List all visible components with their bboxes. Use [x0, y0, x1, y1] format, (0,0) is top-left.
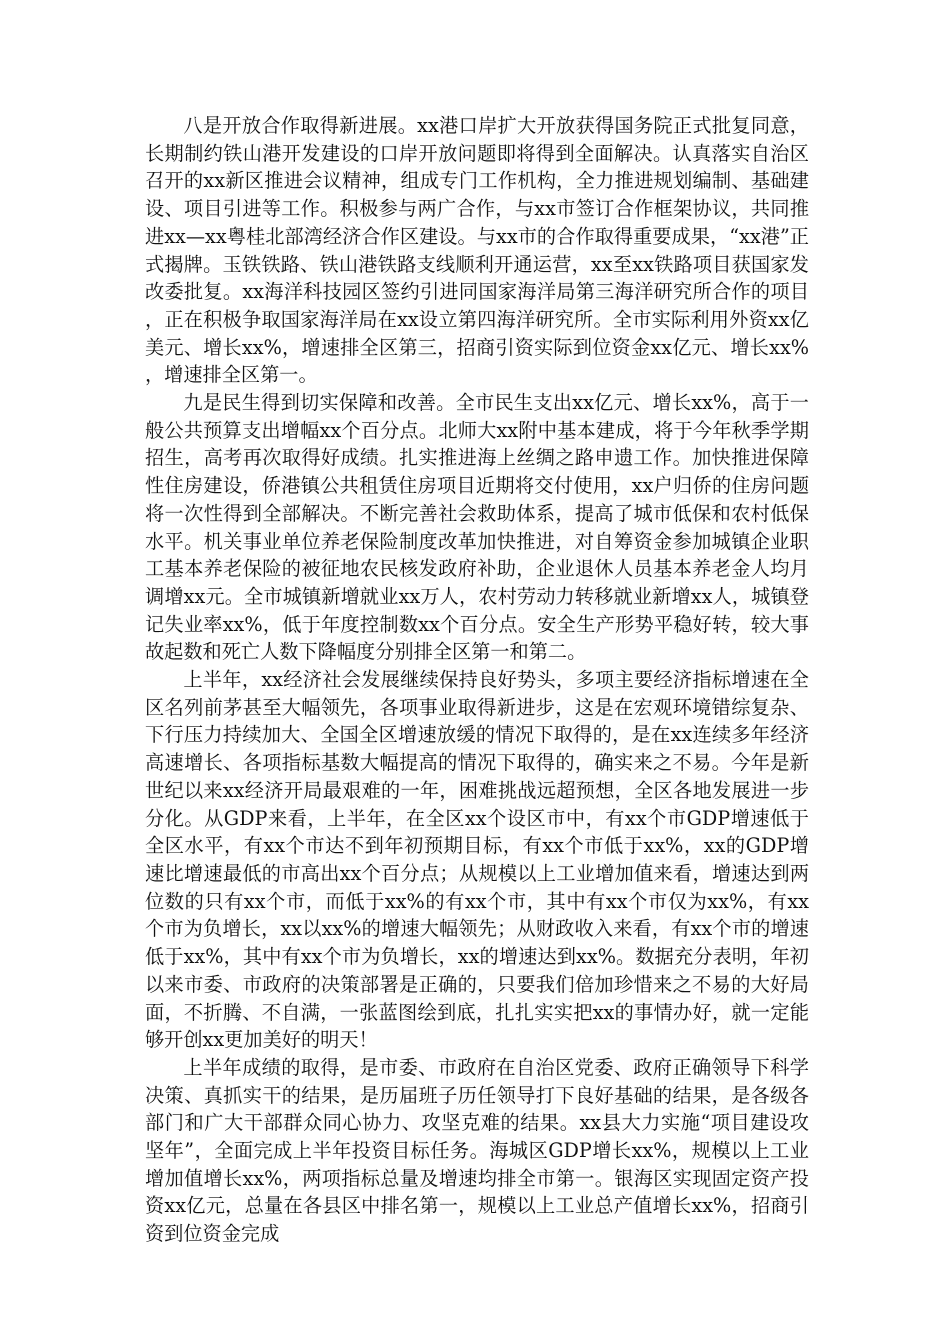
document-body [145, 112, 809, 1248]
paragraph-livelihood: 九是民生得到切实保障和改善。全市民生支出xx亿元、增长xx%，高于一般公共预算支出增幅xx个百分点。北师大xx附中基本建成，将于今年秋季学期招生，高考再次取得好成绩。扎实推进海上丝绸之路申遗工作。加快推进保障性住房建设，侨港镇公共租赁住房项目近期将交付使用，xx户归侨的住房问题将一次性得到全部解决。不断完善社会救助体系，提高了城市低保和农村低保水平。机关事业单位养老保险制度改革加快推进，对自筹资金参加城镇企业职工基本养老保险的被征地农民核发政府补助，企业退休人员基本养老金人均月调增xx元。全市城镇新增就业xx万人，农村劳动力转移就业新增xx人，城镇登记失业率xx%，低于年度控制数xx个百分点。安全生产形势平稳好转，较大事故起数和死亡人数下降幅度分别排全区第一和第二。 [145, 391, 809, 664]
paragraph-achievements: 上半年成绩的取得，是市委、市政府在自治区党委、政府正确领导下科学决策、真抓实干的结果，是历届班子历任领导打下良好基础的结果，是各级各部门和广大干部群众同心协力、攻坚克难的结果。xx县大力实施“项目建设攻坚年”，全面完成上半年投资目标任务。海城区GDP增长xx%，规模以上工业增加值增长xx%，两项指标总量及增速均排全市第一。银海区实现固定资产投资xx亿元，总量在各县区中排名第一，规模以上工业总产值增长xx%，招商引资到位资金完成 [145, 1055, 809, 1246]
paragraph-first-half-summary: 上半年，xx经济社会发展继续保持良好势头，多项主要经济指标增速在全区名列前茅甚至大幅领先，各项事业取得新进步，这是在宏观环境错综复杂、下行压力持续加大、全国全区增速放缓的情况下取得的，是在xx连续多年经济高速增长、各项指标基数大幅提高的情况下取得的，确实来之不易。今年是新世纪以来xx经济开局最艰难的一年，困难挑战远超预想，全区各地发展进一步分化。从GDP来看，上半年，在全区xx个设区市中，有xx个市GDP增速低于全区水平，有xx个市达不到年初预期目标，有xx个市低于xx%，xx的GDP增速比增速最低的市高出xx个百分点；从规模以上工业增加值来看，增速达到两位数的只有xx个市，而低于xx%的有xx个市，其中有xx个市仅为xx%，有xx个市为负增长，xx以xx%的增速大幅领先；从财政收入来看，有xx个市的增速低于xx%，其中有xx个市为负增长，xx的增速达到xx%。数据充分表明，年初以来市委、市政府的决策部署是正确的，只要我们倍加珍惜来之不易的大好局面，不折腾、不自满，一张蓝图绘到底，扎扎实实把xx的事情办好，就一定能够开创xx更加美好的明天！ [145, 668, 809, 1052]
paragraph-opening-cooperation: 八是开放合作取得新进展。xx港口岸扩大开放获得国务院正式批复同意，长期制约铁山港开发建设的口岸开放问题即将得到全面解决。认真落实自治区召开的xx新区推进会议精神，组成专门工作机构，全力推进规划编制、基础建设、项目引进等工作。积极参与两广合作，与xx市签订合作框架协议，共同推进xx—xx粤桂北部湾经济合作区建设。与xx市的合作取得重要成果，“xx港”正式揭牌。玉铁铁路、铁山港铁路支线顺利开通运营，xx至xx铁路项目获国家发改委批复。xx海洋科技园区签约引进同国家海洋局第三海洋研究所合作的项目，正在积极争取国家海洋局在xx设立第四海洋研究所。全市实际利用外资xx亿美元、增长xx%，增速排全区第三，招商引资实际到位资金xx亿元、增长xx%，增速排全区第一。 [145, 114, 810, 387]
